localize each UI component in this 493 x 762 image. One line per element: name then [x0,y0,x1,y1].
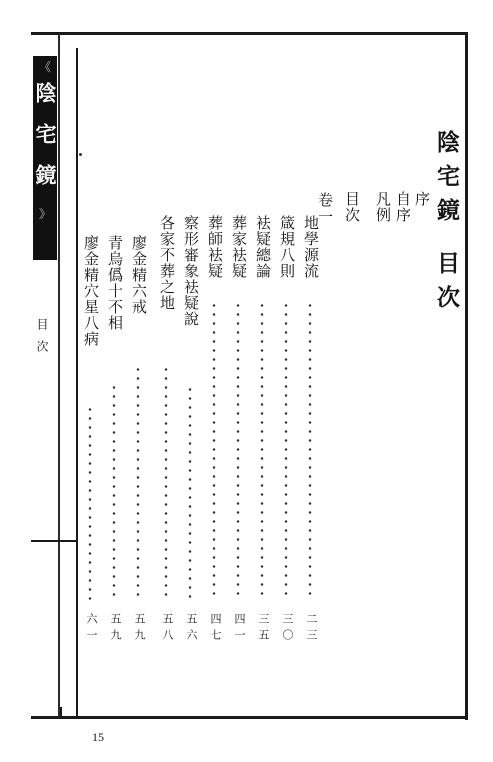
frame-top-border [31,32,467,35]
dot-leader [112,383,116,601]
toc-entry[interactable] [277,215,297,661]
frame-right-border [465,32,468,720]
toc-entry-page: 五九 [109,613,122,645]
title-bracket-open: 《 [38,60,51,74]
print-speck [79,153,82,156]
dot-leader [212,301,216,601]
frame-left-inner-border [76,48,78,716]
dot-leader [308,301,312,601]
dot-leader [284,301,288,601]
toc-entry-title: 箴規八則 [278,215,296,279]
toc-entry-title: 廖金精穴星八病 [82,235,100,347]
toc-entry-page: 二三 [305,613,318,645]
toc-entry-title: 葬師袪疑 [206,215,224,279]
dot-leader [164,365,168,601]
toc-entry-page: 六一 [85,613,98,645]
toc-entry[interactable] [105,215,125,661]
toc-entry-title: 地學源流 [302,215,320,279]
dot-leader [136,365,140,601]
toc-heading: 陰宅鏡 目次 [433,130,460,320]
title-bracket-close: 》 [38,207,51,221]
section-side-label: 目次 [35,318,49,362]
spine-rule [31,540,77,542]
sidebar-title-bar [33,56,57,260]
front-matter-item[interactable]: 凡例 [374,191,392,223]
toc-entry[interactable] [129,215,149,661]
toc-entry-title: 廖金精六戒 [130,235,148,315]
dot-leader [88,405,92,601]
frame-left-outer-border [58,34,60,717]
toc-entry-page: 五八 [161,613,174,645]
toc-entry-title: 各家不葬之地 [158,215,176,311]
dot-leader [236,301,240,601]
bottom-tick [60,707,62,719]
toc-entry-title: 袪疑總論 [254,215,272,279]
sidebar-book-title: 陰宅鏡 [33,82,58,205]
dot-leader [188,385,192,601]
toc-entry-page: 三五 [257,613,270,645]
toc-entry[interactable] [229,215,249,661]
toc-entry-title: 察形審象袪疑說 [182,215,200,327]
toc-entry[interactable] [301,215,321,661]
frame-bottom-border [31,716,468,719]
toc-entry-page: 四七 [209,613,222,645]
toc-entry[interactable] [205,215,225,661]
front-matter-item[interactable]: 目次 [343,191,361,223]
front-matter-item[interactable]: 自序 [394,191,412,223]
toc-entry-title: 青烏僞十不相 [106,235,124,331]
toc-entry[interactable] [253,215,273,661]
toc-entry[interactable] [181,215,201,661]
toc-entry-page: 五六 [185,613,198,645]
toc-entry-page: 四一 [233,613,246,645]
toc-entry[interactable] [81,215,101,661]
toc-entry-page: 五九 [133,613,146,645]
toc-entry[interactable] [157,215,177,661]
front-matter-item[interactable]: 序 [413,191,431,207]
volume-label: 卷一 [316,192,334,226]
dot-leader [260,301,264,601]
page-number: 15 [92,730,104,744]
toc-entry-title: 葬家袪疑 [230,215,248,279]
toc-entry-page: 三〇 [281,613,294,645]
